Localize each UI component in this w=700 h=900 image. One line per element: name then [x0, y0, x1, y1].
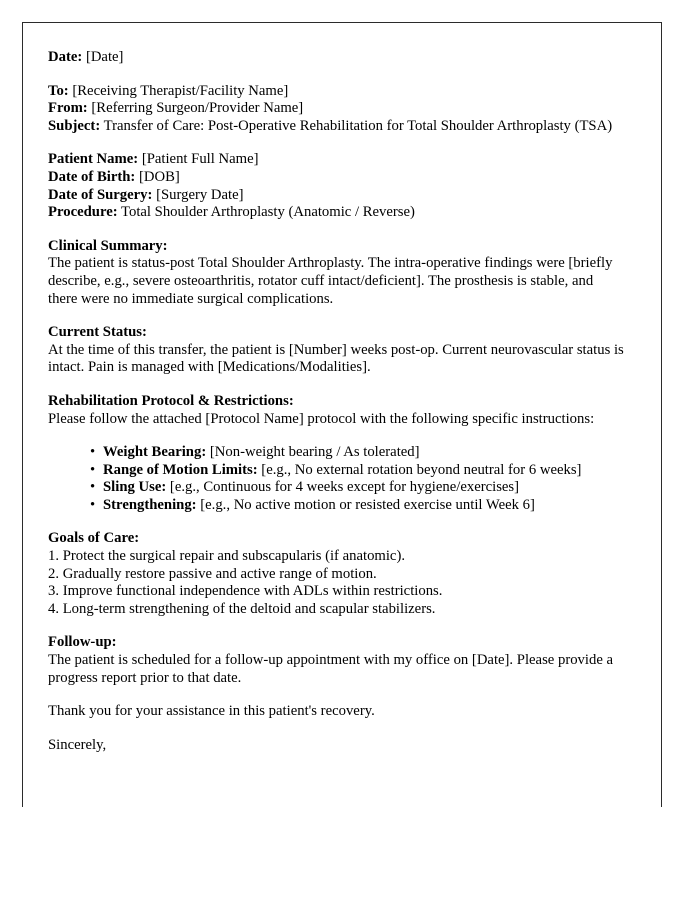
- restriction-label: Range of Motion Limits:: [103, 461, 258, 478]
- patient-name-value: [Patient Full Name]: [141, 151, 259, 168]
- restriction-value: [e.g., Continuous for 4 weeks except for hygiene/exercises]: [169, 479, 520, 496]
- restriction-value: [e.g., No external rotation beyond neutral for 6 weeks]: [261, 461, 582, 478]
- thanks-text: Thank you for your assistance in this patient's recovery.: [48, 703, 375, 720]
- restriction-value: [Non-weight bearing / As tolerated]: [209, 444, 420, 461]
- procedure-label: Procedure:: [48, 204, 118, 221]
- surgery-date-label: Date of Surgery:: [48, 186, 153, 203]
- list-item: 4. Long-term strengthening of the deltoid and scapular stabilizers.: [48, 600, 436, 617]
- rehab-protocol-intro: Please follow the attached [Protocol Name] protocol with the following specific instructions:: [48, 410, 595, 427]
- subject-value: Transfer of Care: Post-Operative Rehabilitation for Total Shoulder Arthroplasty (TSA): [103, 117, 613, 134]
- subject-line: [48, 118, 625, 136]
- restriction-label: Sling Use:: [103, 479, 167, 496]
- to-value: [Receiving Therapist/Facility Name]: [72, 82, 289, 99]
- from-value: [Referring Surgeon/Provider Name]: [91, 100, 304, 117]
- surgery-date-line: [48, 187, 625, 205]
- list-item: 1. Protect the surgical repair and subscapularis (if anatomic).: [48, 548, 406, 565]
- rehab-protocol-heading: Rehabilitation Protocol & Restrictions:: [48, 392, 294, 409]
- subject-label: Subject:: [48, 117, 101, 134]
- patient-name-label: Patient Name:: [48, 151, 139, 168]
- date-label: Date:: [48, 49, 83, 65]
- list-item: 2. Gradually restore passive and active range of motion.: [48, 565, 377, 582]
- goals-of-care-heading: Goals of Care:: [48, 530, 140, 547]
- procedure-value: Total Shoulder Arthroplasty (Anatomic / Reverse): [121, 204, 415, 221]
- goals-list: [48, 548, 625, 618]
- clinical-summary-block: [48, 238, 625, 308]
- patient-name-line: [48, 151, 625, 169]
- current-status-heading: Current Status:: [48, 324, 147, 341]
- list-item: [90, 497, 625, 515]
- thanks-block: [48, 703, 625, 721]
- sign-off-text: Sincerely,: [48, 736, 107, 753]
- current-status-text: At the time of this transfer, the patient is [Number] weeks post-op. Current neurovascular status is intact. Pain is managed with [Medications/Modalities].: [48, 341, 624, 376]
- follow-up-block: [48, 634, 625, 687]
- document-page-frame: [22, 22, 662, 807]
- restriction-label: Strengthening:: [103, 496, 197, 513]
- patient-info-block: [48, 151, 625, 221]
- from-label: From:: [48, 100, 88, 117]
- list-item: [90, 479, 625, 497]
- restrictions-list: [48, 444, 625, 514]
- goals-of-care-block: [48, 530, 625, 618]
- patient-dob-line: [48, 169, 625, 187]
- from-line: [48, 100, 625, 118]
- date-block: [48, 49, 625, 67]
- patient-dob-value: [DOB]: [138, 168, 180, 185]
- patient-dob-label: Date of Birth:: [48, 168, 136, 185]
- restriction-label: Weight Bearing:: [103, 444, 207, 461]
- procedure-line: [48, 204, 625, 222]
- document-body: [23, 23, 661, 754]
- restriction-value: [e.g., No active motion or resisted exercise until Week 6]: [200, 496, 535, 513]
- list-item: 3. Improve functional independence with ADLs within restrictions.: [48, 583, 443, 600]
- list-item: [90, 444, 625, 462]
- date-line: [48, 49, 625, 67]
- current-status-block: [48, 324, 625, 377]
- list-item: [90, 462, 625, 480]
- rehab-protocol-block: [48, 393, 625, 428]
- to-line: [48, 83, 625, 101]
- clinical-summary-heading: Clinical Summary:: [48, 237, 168, 254]
- surgery-date-value: [Surgery Date]: [156, 186, 244, 203]
- follow-up-heading: Follow-up:: [48, 634, 117, 651]
- follow-up-text: The patient is scheduled for a follow-up appointment with my office on [Date]. Please provide a progress report prior to that date.: [48, 652, 614, 686]
- date-value: [Date]: [85, 49, 124, 65]
- clinical-summary-text: The patient is status-post Total Shoulder Arthroplasty. The intra-operative findings were [briefly describe, e.g., severe osteoarthritis, rotator cuff intact/deficient]. The prosthesis is stable, and there were no immediate surgical complications.: [48, 255, 613, 307]
- sign-off-block: [48, 737, 625, 755]
- to-label: To:: [48, 82, 69, 99]
- correspondence-block: [48, 83, 625, 136]
